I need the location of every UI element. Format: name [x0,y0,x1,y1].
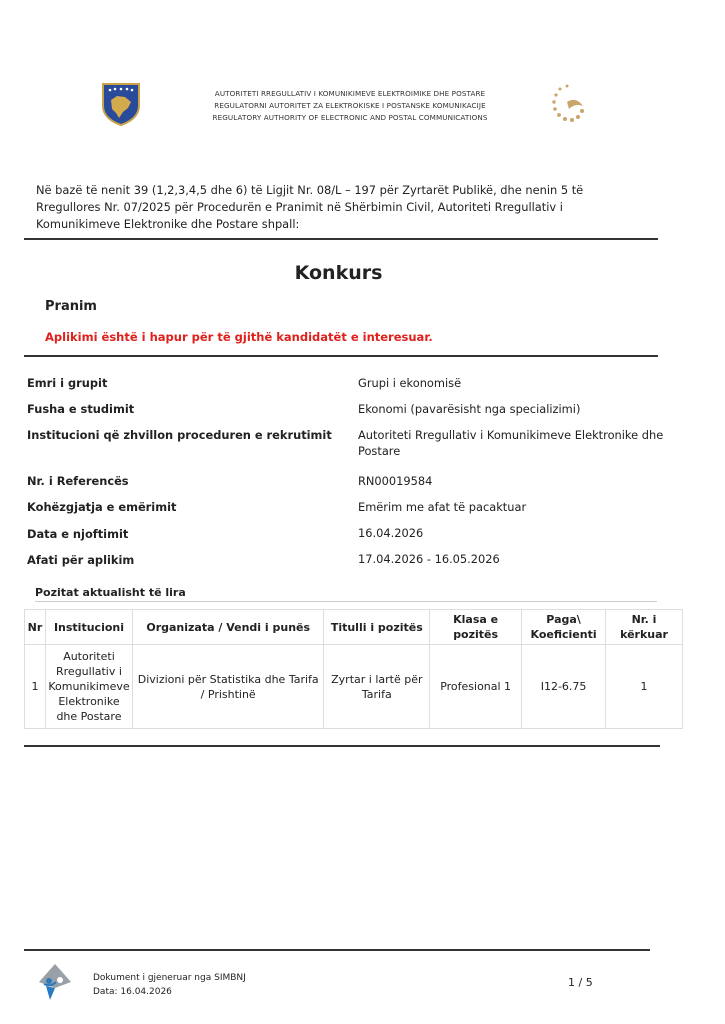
cell: Profesional 1 [430,645,522,729]
field-label: Afati për aplikim [27,553,135,567]
divider [35,601,657,602]
simbnj-logo [36,962,74,1002]
field-value: Emërim me afat të pacaktuar [358,500,527,514]
notice-text: Aplikimi është i hapur për të gjithë kandidatët e interesuar. [45,330,433,344]
table-header-row [25,610,683,645]
field-label: Emri i grupit [27,376,108,390]
col-header: Paga\ Koeficienti [522,610,606,645]
col-header: Nr. i kërkuar [606,610,683,645]
field-label: Kohëzgjatja e emërimit [27,500,177,514]
footer-date: Data: 16.04.2026 [93,987,172,997]
cell: 1 [25,645,46,729]
header-line: REGULATORY AUTHORITY OF ELECTRONIC AND POSTAL COMMUNICATIONS [212,113,488,122]
field-value: 17.04.2026 - 16.05.2026 [358,552,500,566]
positions-section-title: Pozitat aktualisht të lira [35,586,186,599]
field-label: Data e njoftimit [27,527,129,541]
header-line: REGULATORNI AUTORITET ZA ELEKTROKISKE I POSTANSKE KOMUNIKACIJE [214,101,486,110]
cell: Autoriteti Rregullativ i Komunikimeve Elektronike dhe Postare [45,645,132,729]
cell: 1 [606,645,683,729]
col-header: Titulli i pozitës [324,610,430,645]
col-header: Institucioni [45,610,132,645]
cell: Zyrtar i lartë për Tarifa [324,645,430,729]
field-value: 16.04.2026 [358,526,424,540]
table-row [25,645,683,729]
cell: I12-6.75 [522,645,606,729]
field-value: RN00019584 [358,474,433,488]
field-value: Autoriteti Rregullativ i Komunikimeve Elektronike dhe Postare [358,428,664,458]
col-header: Klasa e pozitës [430,610,522,645]
footer-info [93,971,246,999]
field-label: Fusha e studimit [27,402,135,416]
intro-paragraph: Në bazë të nenit 39 (1,2,3,4,5 dhe 6) të Ligjit Nr. 08/L – 197 për Zyrtarët Publikë, dhe nenin 5 të Rregullores Nr. 07/2025 për Procedurën e Pranimit në Shërbimin Civil, Autoriteti Rregullativ i Komunikimeve Elektronike dhe Postare shpall: [36,183,584,231]
footer-divider [24,949,650,951]
col-header: Nr [25,610,46,645]
field-label: Institucioni që zhvillon proceduren e rekrutimit [27,428,332,442]
arkep-logo [547,82,589,126]
kosovo-coat-of-arms-logo [101,82,141,126]
header-line: AUTORITETI RREGULLATIV I KOMUNIKIMEVE ELEKTROIMIKE DHE POSTARE [214,89,486,98]
divider [24,355,658,357]
subtitle: Pranim [45,299,97,314]
field-value: Grupi i ekonomisë [358,376,462,390]
divider [24,745,660,747]
positions-table [24,609,683,729]
field-value: Ekonomi (pavarësisht nga specializimi) [358,402,581,416]
page-number: 1 / 5 [568,976,593,989]
page-title: Konkurs [294,262,383,284]
authority-header [150,88,550,124]
field-label: Nr. i Referencës [27,474,129,488]
col-header: Organizata / Vendi i punës [132,610,323,645]
cell: Divizioni për Statistika dhe Tarifa / Prishtinë [132,645,323,729]
footer-generated-by: Dokument i gjeneruar nga SIMBNJ [93,973,246,983]
divider [24,238,658,240]
